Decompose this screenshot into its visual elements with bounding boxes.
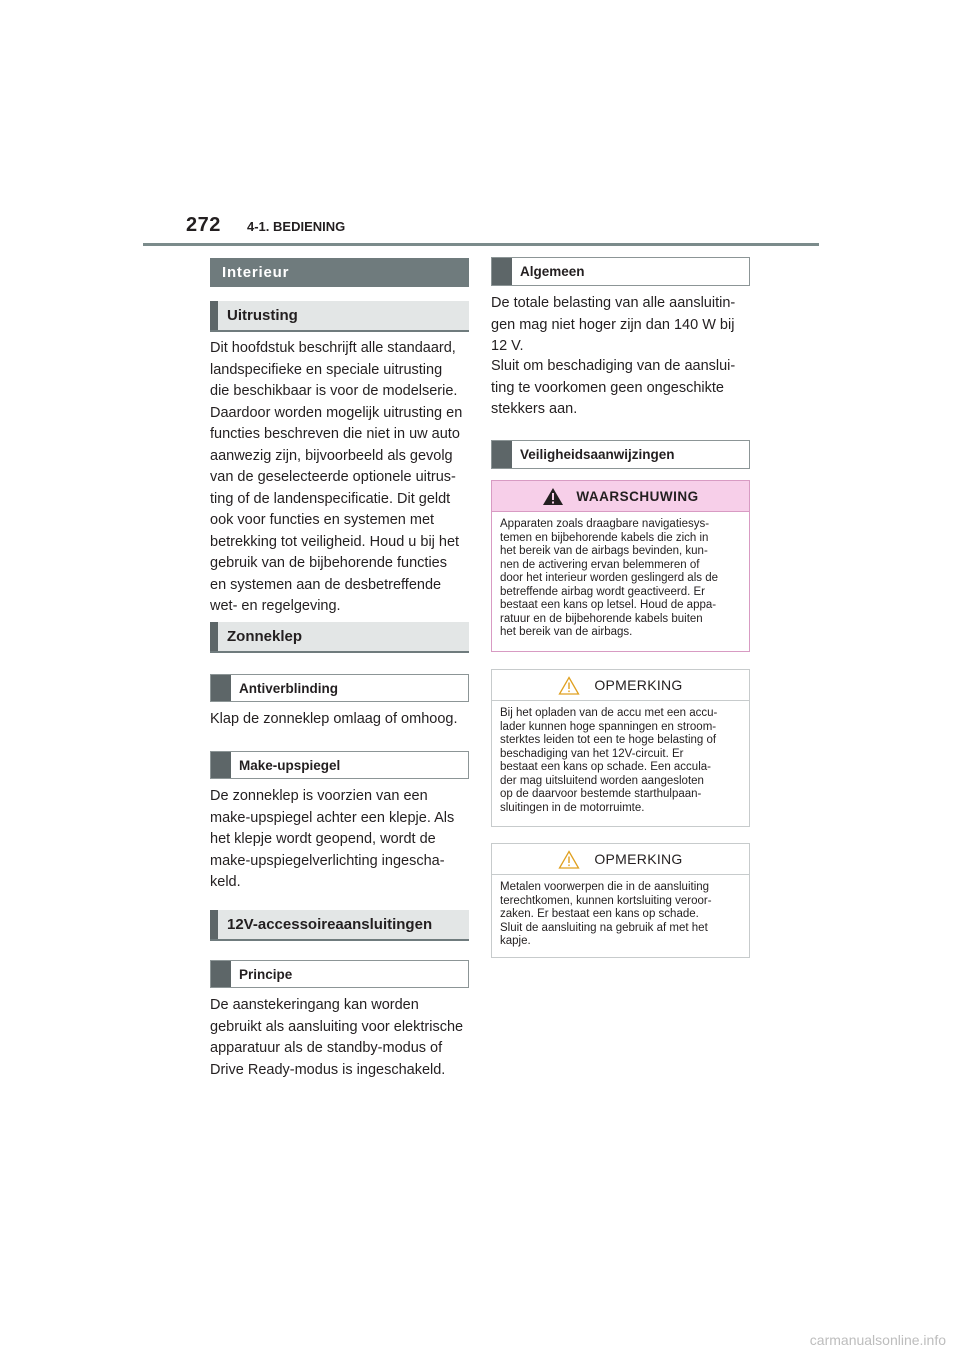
subheading-principe-label: Principe xyxy=(239,966,293,982)
text-line: beschadiging van het 12V-circuit. Er xyxy=(500,747,684,760)
text-line: ook voor functies en systemen met xyxy=(210,512,435,528)
text-line: gen mag niet hoger zijn dan 140 W bij xyxy=(491,316,735,333)
page-number: 272 xyxy=(186,214,221,236)
note-header xyxy=(492,844,749,874)
text-line: ting of de landenspecificatie. Dit geldt xyxy=(210,490,451,507)
text-line: landspecifieke en speciale uitrusting xyxy=(210,361,443,378)
text-line: sluitingen in de motorruimte. xyxy=(500,801,645,814)
subheading-tab xyxy=(211,675,231,701)
heading-tab xyxy=(210,910,218,939)
text-line: kapje. xyxy=(500,935,531,947)
warning-triangle-icon xyxy=(542,487,564,506)
text-line: en systemen aan de desbetreffende xyxy=(210,576,442,593)
text-line: sterktes leiden tot een te hoge belasting of xyxy=(500,734,717,746)
note-text xyxy=(492,700,749,823)
text-line: het klepje wordt geopend, wordt de xyxy=(210,831,436,847)
subheading-make-upspiegel xyxy=(210,751,469,779)
subheading-tab xyxy=(211,752,231,778)
text-line: zaken. Er bestaat een kans op schade. xyxy=(500,908,699,920)
text-line: apparatuur als de standby-modus of xyxy=(210,1040,443,1056)
heading-tab xyxy=(210,301,218,330)
heading-uitrusting-label: Uitrusting xyxy=(227,307,298,324)
text-line: Apparaten zoals draagbare navigatiesys- xyxy=(500,518,710,530)
text-line: De aanstekeringang kan worden xyxy=(210,997,419,1013)
warning-label: WAARSCHUWING xyxy=(576,488,699,504)
text-line: Sluit om beschadiging van de aanslui- xyxy=(491,358,736,374)
text-line: make-upspiegel achter een klepje. Als xyxy=(210,809,455,826)
subheading-antiverblinding xyxy=(210,674,469,702)
text-line: lader kunnen hoge spanningen en stroom- xyxy=(500,720,717,733)
heading-12v-accessoire xyxy=(210,910,469,941)
note-box-metaal xyxy=(491,843,750,958)
note-label: OPMERKING xyxy=(594,851,683,867)
text-line: Dit hoofdstuk beschrijft alle standaard, xyxy=(210,340,456,356)
heading-zonneklep-label: Zonneklep xyxy=(227,628,303,645)
subheading-principe xyxy=(210,960,469,988)
subheading-veiligheid-label: Veiligheidsaanwijzingen xyxy=(520,447,675,462)
interieur-banner: Interieur xyxy=(210,258,469,287)
text-line: De zonneklep is voorzien van een xyxy=(210,788,428,804)
text-line: make-upspiegelverlichting ingescha- xyxy=(210,852,445,869)
text-line: ting te voorkomen geen ongeschikte xyxy=(491,379,724,396)
subheading-tab xyxy=(492,441,512,468)
subheading-make-upspiegel-label: Make-upspiegel xyxy=(239,757,341,773)
heading-uitrusting xyxy=(210,301,469,332)
text-line: De totale belasting van alle aansluitin- xyxy=(491,295,736,311)
warning-text xyxy=(492,512,749,648)
text-line: temen en bijbehorende kabels die zich in xyxy=(500,531,709,544)
text-line: nen de activering ervan belemmeren of xyxy=(500,558,700,571)
text-line: door het interieur worden geslingerd als de xyxy=(500,572,718,584)
subheading-tab xyxy=(211,961,231,987)
uitrusting-paragraph xyxy=(210,338,472,618)
text-line: betrekking tot veiligheid. Houd u bij het xyxy=(210,533,460,550)
text-line: bestaat een kans op letsel. Houd de appa- xyxy=(500,599,717,611)
text-line: 12 V. xyxy=(491,338,524,354)
note-label: OPMERKING xyxy=(594,677,683,693)
principe-paragraph xyxy=(210,995,472,1081)
heading-tab xyxy=(210,622,218,651)
text-line: Daardoor worden mogelijk uitrusting en xyxy=(210,404,463,421)
caution-triangle-icon xyxy=(558,850,580,869)
text-line: aanwezig zijn, bijvoorbeeld als gevolg xyxy=(210,447,453,464)
text-line: Drive Ready-modus is ingeschakeld. xyxy=(210,1061,446,1078)
text-line: keld. xyxy=(210,874,241,890)
algemeen-paragraph-1 xyxy=(491,293,753,358)
subheading-antiverblinding-label: Antiverblinding xyxy=(239,680,338,696)
watermark: carmanualsonline.info xyxy=(809,1332,946,1348)
antiverblinding-text: Klap de zonneklep omlaag of omhoog. xyxy=(210,711,458,727)
heading-12v-accessoire-label: 12V-accessoireaansluitingen xyxy=(227,916,433,933)
note-box-accu xyxy=(491,669,750,827)
text-line: het bereik van de airbags. xyxy=(500,626,633,638)
text-line: het bereik van de airbags bevinden, kun- xyxy=(500,545,708,557)
text-line: betreffende airbag wordt geactiveerd. Er xyxy=(500,585,705,598)
text-line: wet- en regelgeving. xyxy=(210,598,341,614)
text-line: terechtkomen, kunnen kortsluiting veroor- xyxy=(500,894,712,907)
text-line: op de daarvoor bestemde starthulpaan- xyxy=(500,788,702,800)
text-line: functies beschreven die niet in uw auto xyxy=(210,426,460,442)
section-title: 4-1. BEDIENING xyxy=(247,219,346,234)
note-text xyxy=(492,874,749,957)
text-line: bestaat een kans op schade. Een accula- xyxy=(500,761,711,773)
note-header xyxy=(492,670,749,700)
text-line: der mag uitsluitend worden aangesloten xyxy=(500,774,704,787)
warning-header xyxy=(492,481,749,512)
text-line: stekkers aan. xyxy=(491,401,578,417)
text-line: gebruik van de bijbehorende functies xyxy=(210,555,447,571)
make-upspiegel-paragraph xyxy=(210,786,472,894)
text-line: ratuur en de bijbehorende kabels buiten xyxy=(500,612,703,625)
subheading-tab xyxy=(492,258,512,285)
text-line: die beschikbaar is voor de modelserie. xyxy=(210,383,458,399)
subheading-veiligheid xyxy=(491,440,750,469)
text-line: Metalen voorwerpen die in de aansluiting xyxy=(500,881,710,893)
text-line: gebruikt als aansluiting voor elektrische xyxy=(210,1018,464,1035)
text-line: van de geselecteerde optionele uitrus- xyxy=(210,469,456,485)
algemeen-paragraph-2 xyxy=(491,356,753,421)
text-line: Sluit de aansluiting na gebruik af met het xyxy=(500,921,708,934)
text-line: Bij het opladen van de accu met een accu- xyxy=(500,707,718,719)
subheading-algemeen-label: Algemeen xyxy=(520,264,585,279)
heading-zonneklep xyxy=(210,622,469,653)
subheading-algemeen xyxy=(491,257,750,286)
caution-triangle-icon xyxy=(558,676,580,695)
header-divider xyxy=(143,243,819,246)
warning-box xyxy=(491,480,750,652)
